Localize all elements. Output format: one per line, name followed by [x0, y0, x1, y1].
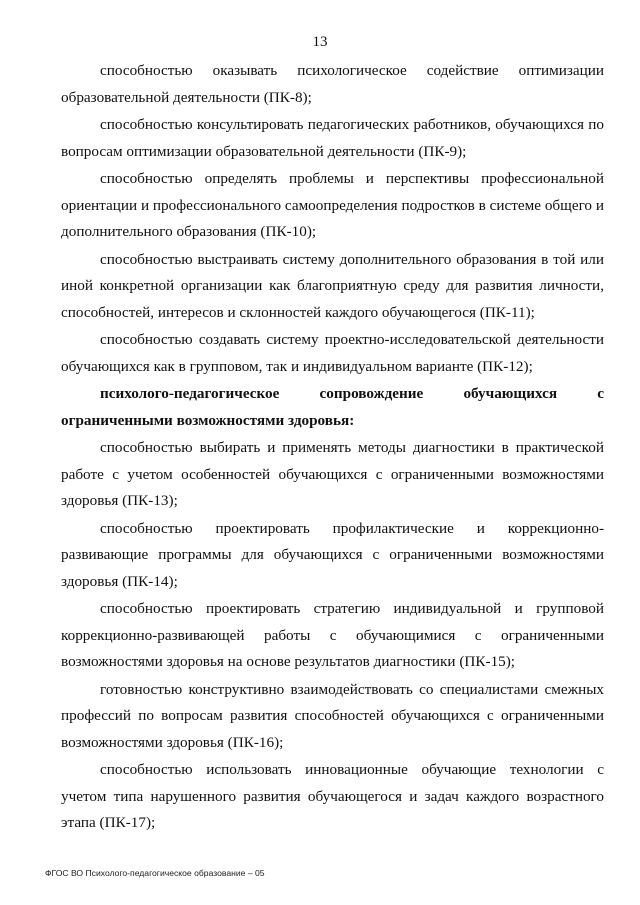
paragraph: способностью использовать инновационные обучающие технологии с учетом типа нарушенного развития обучающегося и задач каждого возрастного этапа (ПК-17); [61, 761, 604, 831]
paragraph: способностью проектировать профилактические и коррекционно-развивающие программы для обучающихся с ограниченными возможностями здоровья (ПК-14); [61, 519, 604, 590]
section-heading: психолого-педагогическое сопровождение обучающихся с ограниченными возможностями здоровья: [61, 385, 604, 429]
paragraph: способностью выстраивать систему дополнительного образования в той или иной конкретной организации как благоприятную среду для развития личности, способностей, интересов и склонностей каждого обучающегося (ПК-11); [61, 250, 604, 321]
paragraph: способностью консультировать педагогических работников, обучающихся по вопросам оптимизации образовательной деятельности (ПК-9); [61, 116, 604, 160]
paragraph: способностью выбирать и применять методы диагностики в практической работе с учетом особенностей обучающихся с ограниченными возможностями здоровья (ПК-13); [61, 439, 604, 509]
paragraph: способностью создавать систему проектно-исследовательской деятельности обучающихся как в групповом, так и индивидуальном варианте (ПК-12); [61, 331, 604, 375]
document-body [61, 58, 604, 837]
page-number: 13 [312, 34, 328, 50]
paragraph: способностью проектировать стратегию индивидуальной и групповой коррекционно-развивающей работы с обучающимися с ограниченными возможностями здоровья на основе результатов диагностики (ПК-15); [61, 600, 604, 670]
paragraph: готовностью конструктивно взаимодействовать со специалистами смежных профессий по вопросам развития способностей обучающихся с ограниченными возможностями здоровья (ПК-16); [61, 680, 604, 751]
paragraph: способностью оказывать психологическое содействие оптимизации образовательной деятельности (ПК-8); [61, 62, 604, 106]
page-footer: ФГОС ВО Психолого-педагогическое образование – 05 [45, 868, 265, 878]
paragraph: способностью определять проблемы и перспективы профессиональной ориентации и профессионального самоопределения подростков в системе общего и дополнительного образования (ПК-10); [61, 170, 604, 240]
